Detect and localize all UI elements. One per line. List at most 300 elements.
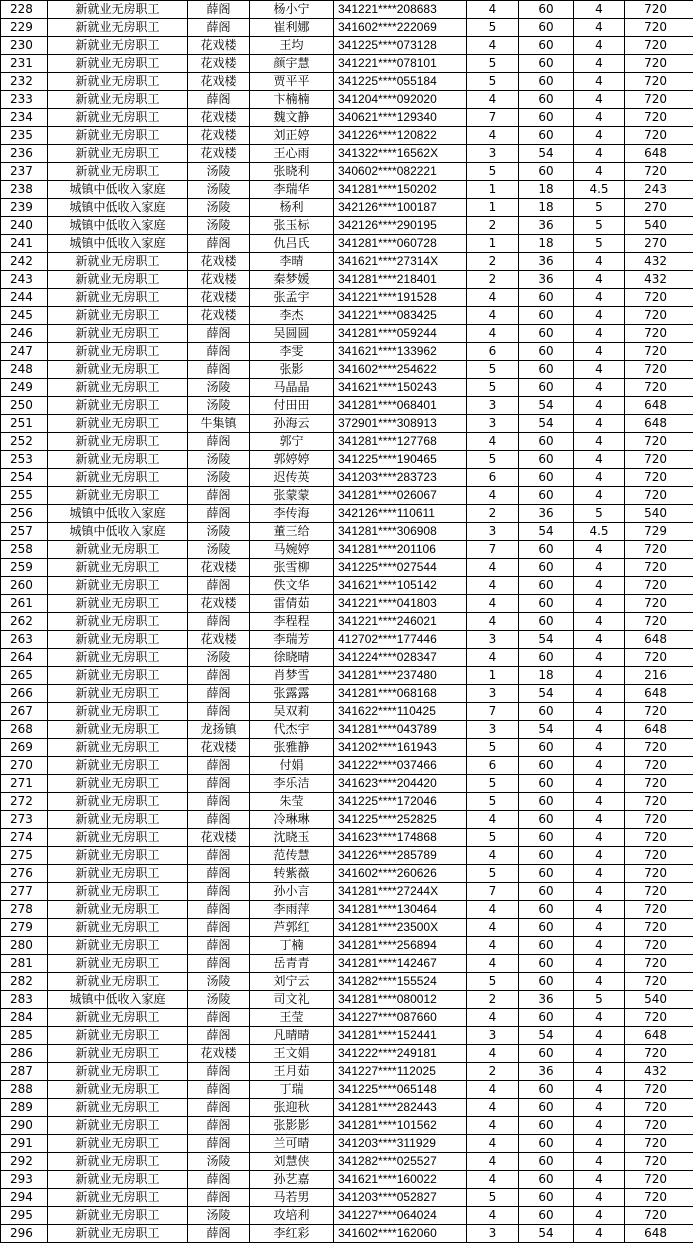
name-cell: 李乐洁 — [250, 775, 334, 793]
standard-cell: 4 — [574, 127, 625, 145]
area-cell: 36 — [519, 505, 574, 523]
subsidy-amount-cell: 648 — [625, 721, 693, 739]
id-number-cell: 341222****037466 — [334, 757, 467, 775]
subsidy-amount-cell: 432 — [625, 253, 693, 271]
id-number-cell: 341225****172046 — [334, 793, 467, 811]
household-size-cell: 4 — [467, 1, 519, 19]
table-row — [1, 163, 693, 181]
id-number-cell: 341225****065148 — [334, 1081, 467, 1099]
subsidy-amount-cell: 720 — [625, 1009, 693, 1027]
area-cell: 60 — [519, 829, 574, 847]
name-cell: 马晶晶 — [250, 379, 334, 397]
household-size-cell: 5 — [467, 739, 519, 757]
table-row — [1, 739, 693, 757]
household-size-cell: 7 — [467, 883, 519, 901]
serial-number-cell: 244 — [1, 289, 48, 307]
household-type-cell: 新就业无房职工 — [48, 127, 188, 145]
area-cell: 54 — [519, 415, 574, 433]
subsidy-amount-cell: 720 — [625, 127, 693, 145]
household-size-cell: 3 — [467, 721, 519, 739]
household-size-cell: 5 — [467, 163, 519, 181]
district-cell: 薛阁 — [188, 613, 250, 631]
subsidy-amount-cell: 540 — [625, 991, 693, 1009]
household-type-cell: 新就业无房职工 — [48, 739, 188, 757]
table-row — [1, 307, 693, 325]
id-number-cell: 341281****080012 — [334, 991, 467, 1009]
household-size-cell: 4 — [467, 919, 519, 937]
district-cell: 花戏楼 — [188, 739, 250, 757]
area-cell: 36 — [519, 1063, 574, 1081]
standard-cell: 4 — [574, 973, 625, 991]
area-cell: 60 — [519, 1207, 574, 1225]
table-row — [1, 577, 693, 595]
name-cell: 芦郭红 — [250, 919, 334, 937]
id-number-cell: 341224****028347 — [334, 649, 467, 667]
table-row — [1, 415, 693, 433]
household-type-cell: 新就业无房职工 — [48, 649, 188, 667]
district-cell: 汤陵 — [188, 163, 250, 181]
subsidy-amount-cell: 648 — [625, 1225, 693, 1243]
household-type-cell: 新就业无房职工 — [48, 55, 188, 73]
name-cell: 徐晓晴 — [250, 649, 334, 667]
household-size-cell: 4 — [467, 91, 519, 109]
area-cell: 60 — [519, 739, 574, 757]
table-row — [1, 703, 693, 721]
id-number-cell: 341281****130464 — [334, 901, 467, 919]
household-size-cell: 5 — [467, 361, 519, 379]
id-number-cell: 341203****052827 — [334, 1189, 467, 1207]
standard-cell: 4 — [574, 163, 625, 181]
standard-cell: 4 — [574, 793, 625, 811]
district-cell: 薛阁 — [188, 325, 250, 343]
district-cell: 薛阁 — [188, 1099, 250, 1117]
name-cell: 杨利 — [250, 199, 334, 217]
id-number-cell: 342126****110611 — [334, 505, 467, 523]
id-number-cell: 341226****285789 — [334, 847, 467, 865]
subsidy-amount-cell: 540 — [625, 505, 693, 523]
area-cell: 60 — [519, 847, 574, 865]
area-cell: 36 — [519, 253, 574, 271]
household-size-cell: 4 — [467, 1207, 519, 1225]
table-row — [1, 217, 693, 235]
table-row — [1, 937, 693, 955]
serial-number-cell: 261 — [1, 595, 48, 613]
name-cell: 沈晓玉 — [250, 829, 334, 847]
name-cell: 攻培利 — [250, 1207, 334, 1225]
subsidy-amount-cell: 720 — [625, 793, 693, 811]
district-cell: 薛阁 — [188, 901, 250, 919]
district-cell: 花戏楼 — [188, 145, 250, 163]
serial-number-cell: 279 — [1, 919, 48, 937]
area-cell: 60 — [519, 1117, 574, 1135]
serial-number-cell: 266 — [1, 685, 48, 703]
household-size-cell: 4 — [467, 433, 519, 451]
name-cell: 王莹 — [250, 1009, 334, 1027]
household-type-cell: 新就业无房职工 — [48, 865, 188, 883]
household-type-cell: 新就业无房职工 — [48, 955, 188, 973]
area-cell: 60 — [519, 19, 574, 37]
serial-number-cell: 242 — [1, 253, 48, 271]
area-cell: 18 — [519, 199, 574, 217]
name-cell: 李雨萍 — [250, 901, 334, 919]
area-cell: 60 — [519, 955, 574, 973]
id-number-cell: 341281****043789 — [334, 721, 467, 739]
household-size-cell: 4 — [467, 487, 519, 505]
household-type-cell: 新就业无房职工 — [48, 721, 188, 739]
name-cell: 王均 — [250, 37, 334, 55]
standard-cell: 4 — [574, 667, 625, 685]
household-size-cell: 6 — [467, 343, 519, 361]
subsidy-amount-cell: 720 — [625, 901, 693, 919]
district-cell: 薛阁 — [188, 883, 250, 901]
household-type-cell: 新就业无房职工 — [48, 919, 188, 937]
household-size-cell: 5 — [467, 865, 519, 883]
standard-cell: 4 — [574, 487, 625, 505]
household-size-cell: 3 — [467, 631, 519, 649]
household-size-cell: 2 — [467, 253, 519, 271]
name-cell: 贾平平 — [250, 73, 334, 91]
household-type-cell: 新就业无房职工 — [48, 1207, 188, 1225]
area-cell: 60 — [519, 1099, 574, 1117]
id-number-cell: 341281****150202 — [334, 181, 467, 199]
standard-cell: 5 — [574, 235, 625, 253]
id-number-cell: 341281****101562 — [334, 1117, 467, 1135]
household-type-cell: 新就业无房职工 — [48, 487, 188, 505]
id-number-cell: 341227****112025 — [334, 1063, 467, 1081]
id-number-cell: 341621****27314X — [334, 253, 467, 271]
standard-cell: 4 — [574, 811, 625, 829]
subsidy-amount-cell: 720 — [625, 55, 693, 73]
area-cell: 60 — [519, 775, 574, 793]
household-size-cell: 1 — [467, 181, 519, 199]
household-size-cell: 4 — [467, 325, 519, 343]
household-size-cell: 4 — [467, 649, 519, 667]
area-cell: 60 — [519, 325, 574, 343]
serial-number-cell: 296 — [1, 1225, 48, 1243]
serial-number-cell: 238 — [1, 181, 48, 199]
serial-number-cell: 235 — [1, 127, 48, 145]
standard-cell: 4 — [574, 145, 625, 163]
household-type-cell: 新就业无房职工 — [48, 631, 188, 649]
household-type-cell: 新就业无房职工 — [48, 469, 188, 487]
id-number-cell: 341622****110425 — [334, 703, 467, 721]
id-number-cell: 340621****129340 — [334, 109, 467, 127]
id-number-cell: 341281****218401 — [334, 271, 467, 289]
district-cell: 薛阁 — [188, 685, 250, 703]
household-size-cell: 6 — [467, 757, 519, 775]
area-cell: 60 — [519, 1189, 574, 1207]
name-cell: 兰可晴 — [250, 1135, 334, 1153]
standard-cell: 4 — [574, 613, 625, 631]
table-row — [1, 613, 693, 631]
id-number-cell: 341221****191528 — [334, 289, 467, 307]
name-cell: 凡晴晴 — [250, 1027, 334, 1045]
household-size-cell: 4 — [467, 613, 519, 631]
serial-number-cell: 258 — [1, 541, 48, 559]
serial-number-cell: 270 — [1, 757, 48, 775]
subsidy-amount-cell: 720 — [625, 595, 693, 613]
household-size-cell: 4 — [467, 127, 519, 145]
household-type-cell: 新就业无房职工 — [48, 37, 188, 55]
standard-cell: 4 — [574, 397, 625, 415]
standard-cell: 4 — [574, 1045, 625, 1063]
name-cell: 李雯 — [250, 343, 334, 361]
standard-cell: 4 — [574, 469, 625, 487]
district-cell: 薛阁 — [188, 1117, 250, 1135]
district-cell: 汤陵 — [188, 181, 250, 199]
id-number-cell: 341281****282443 — [334, 1099, 467, 1117]
standard-cell: 4 — [574, 19, 625, 37]
household-type-cell: 新就业无房职工 — [48, 1009, 188, 1027]
name-cell: 王月茹 — [250, 1063, 334, 1081]
table-row — [1, 1081, 693, 1099]
name-cell: 张雪柳 — [250, 559, 334, 577]
serial-number-cell: 277 — [1, 883, 48, 901]
table-row — [1, 883, 693, 901]
area-cell: 60 — [519, 901, 574, 919]
serial-number-cell: 246 — [1, 325, 48, 343]
serial-number-cell: 247 — [1, 343, 48, 361]
table-row — [1, 631, 693, 649]
subsidy-amount-cell: 720 — [625, 451, 693, 469]
district-cell: 薛阁 — [188, 487, 250, 505]
district-cell: 汤陵 — [188, 1153, 250, 1171]
table-row — [1, 1009, 693, 1027]
subsidy-amount-cell: 720 — [625, 1045, 693, 1063]
district-cell: 薛阁 — [188, 865, 250, 883]
subsidy-amount-cell: 720 — [625, 1189, 693, 1207]
household-type-cell: 新就业无房职工 — [48, 847, 188, 865]
standard-cell: 4 — [574, 703, 625, 721]
id-number-cell: 341281****256894 — [334, 937, 467, 955]
serial-number-cell: 268 — [1, 721, 48, 739]
area-cell: 54 — [519, 523, 574, 541]
table-row — [1, 1171, 693, 1189]
name-cell: 刘正婷 — [250, 127, 334, 145]
name-cell: 李程程 — [250, 613, 334, 631]
name-cell: 李传海 — [250, 505, 334, 523]
serial-number-cell: 291 — [1, 1135, 48, 1153]
area-cell: 54 — [519, 1027, 574, 1045]
table-row — [1, 19, 693, 37]
standard-cell: 4 — [574, 1135, 625, 1153]
area-cell: 54 — [519, 631, 574, 649]
name-cell: 秦梦媛 — [250, 271, 334, 289]
name-cell: 吴圆圆 — [250, 325, 334, 343]
standard-cell: 4 — [574, 775, 625, 793]
serial-number-cell: 237 — [1, 163, 48, 181]
district-cell: 薛阁 — [188, 505, 250, 523]
household-size-cell: 5 — [467, 973, 519, 991]
serial-number-cell: 228 — [1, 1, 48, 19]
id-number-cell: 341281****059244 — [334, 325, 467, 343]
subsidy-amount-cell: 720 — [625, 307, 693, 325]
id-number-cell: 341281****27244X — [334, 883, 467, 901]
id-number-cell: 341281****026067 — [334, 487, 467, 505]
household-size-cell: 4 — [467, 1099, 519, 1117]
area-cell: 18 — [519, 667, 574, 685]
household-size-cell: 2 — [467, 991, 519, 1009]
subsidy-amount-cell: 720 — [625, 1099, 693, 1117]
standard-cell: 4 — [574, 649, 625, 667]
id-number-cell: 341322****16562X — [334, 145, 467, 163]
serial-number-cell: 232 — [1, 73, 48, 91]
serial-number-cell: 263 — [1, 631, 48, 649]
household-type-cell: 新就业无房职工 — [48, 829, 188, 847]
standard-cell: 4 — [574, 343, 625, 361]
standard-cell: 4 — [574, 595, 625, 613]
subsidy-amount-cell: 270 — [625, 235, 693, 253]
name-cell: 刘慧侠 — [250, 1153, 334, 1171]
household-type-cell: 新就业无房职工 — [48, 973, 188, 991]
standard-cell: 4 — [574, 559, 625, 577]
area-cell: 60 — [519, 469, 574, 487]
household-size-cell: 2 — [467, 1063, 519, 1081]
name-cell: 张影影 — [250, 1117, 334, 1135]
district-cell: 花戏楼 — [188, 37, 250, 55]
household-size-cell: 4 — [467, 289, 519, 307]
household-size-cell: 4 — [467, 955, 519, 973]
name-cell: 孙海云 — [250, 415, 334, 433]
standard-cell: 4 — [574, 37, 625, 55]
table-row — [1, 469, 693, 487]
table-row — [1, 235, 693, 253]
subsidy-amount-cell: 720 — [625, 847, 693, 865]
id-number-cell: 341621****150243 — [334, 379, 467, 397]
household-type-cell: 新就业无房职工 — [48, 937, 188, 955]
table-row — [1, 1207, 693, 1225]
id-number-cell: 341282****025527 — [334, 1153, 467, 1171]
serial-number-cell: 230 — [1, 37, 48, 55]
table-row — [1, 1, 693, 19]
subsidy-amount-cell: 720 — [625, 811, 693, 829]
name-cell: 张迎秋 — [250, 1099, 334, 1117]
household-size-cell: 5 — [467, 793, 519, 811]
serial-number-cell: 276 — [1, 865, 48, 883]
subsidy-amount-cell: 243 — [625, 181, 693, 199]
district-cell: 薛阁 — [188, 703, 250, 721]
name-cell: 张蒙蒙 — [250, 487, 334, 505]
subsidy-amount-cell: 720 — [625, 865, 693, 883]
standard-cell: 4 — [574, 901, 625, 919]
district-cell: 薛阁 — [188, 1, 250, 19]
area-cell: 36 — [519, 991, 574, 1009]
household-size-cell: 1 — [467, 235, 519, 253]
household-size-cell: 4 — [467, 559, 519, 577]
standard-cell: 4 — [574, 865, 625, 883]
district-cell: 薛阁 — [188, 433, 250, 451]
household-type-cell: 新就业无房职工 — [48, 613, 188, 631]
table-row — [1, 253, 693, 271]
subsidy-amount-cell: 720 — [625, 955, 693, 973]
serial-number-cell: 285 — [1, 1027, 48, 1045]
id-number-cell: 341623****204420 — [334, 775, 467, 793]
name-cell: 孙艺嘉 — [250, 1171, 334, 1189]
area-cell: 60 — [519, 433, 574, 451]
standard-cell: 4 — [574, 1027, 625, 1045]
table-row — [1, 811, 693, 829]
id-number-cell: 412702****177446 — [334, 631, 467, 649]
serial-number-cell: 284 — [1, 1009, 48, 1027]
household-type-cell: 新就业无房职工 — [48, 1045, 188, 1063]
household-type-cell: 新就业无房职工 — [48, 811, 188, 829]
district-cell: 花戏楼 — [188, 109, 250, 127]
name-cell: 李晴 — [250, 253, 334, 271]
household-type-cell: 新就业无房职工 — [48, 343, 188, 361]
district-cell: 花戏楼 — [188, 127, 250, 145]
subsidy-amount-cell: 720 — [625, 1207, 693, 1225]
standard-cell: 5 — [574, 217, 625, 235]
household-size-cell: 5 — [467, 829, 519, 847]
standard-cell: 4 — [574, 361, 625, 379]
id-number-cell: 341221****078101 — [334, 55, 467, 73]
household-type-cell: 新就业无房职工 — [48, 307, 188, 325]
area-cell: 54 — [519, 1225, 574, 1243]
name-cell: 丁瑞 — [250, 1081, 334, 1099]
area-cell: 60 — [519, 1045, 574, 1063]
district-cell: 薛阁 — [188, 1135, 250, 1153]
household-size-cell: 5 — [467, 775, 519, 793]
household-type-cell: 新就业无房职工 — [48, 379, 188, 397]
serial-number-cell: 275 — [1, 847, 48, 865]
subsidy-amount-cell: 648 — [625, 631, 693, 649]
area-cell: 60 — [519, 595, 574, 613]
id-number-cell: 341225****055184 — [334, 73, 467, 91]
name-cell: 张玉标 — [250, 217, 334, 235]
subsidy-amount-cell: 729 — [625, 523, 693, 541]
standard-cell: 4 — [574, 451, 625, 469]
household-size-cell: 6 — [467, 469, 519, 487]
serial-number-cell: 294 — [1, 1189, 48, 1207]
subsidy-amount-cell: 720 — [625, 19, 693, 37]
table-row — [1, 1117, 693, 1135]
district-cell: 薛阁 — [188, 1189, 250, 1207]
district-cell: 薛阁 — [188, 793, 250, 811]
serial-number-cell: 248 — [1, 361, 48, 379]
household-type-cell: 新就业无房职工 — [48, 325, 188, 343]
household-size-cell: 2 — [467, 271, 519, 289]
table-row — [1, 127, 693, 145]
id-number-cell: 341281****127768 — [334, 433, 467, 451]
standard-cell: 4 — [574, 1189, 625, 1207]
subsidy-amount-cell: 648 — [625, 1027, 693, 1045]
serial-number-cell: 241 — [1, 235, 48, 253]
serial-number-cell: 240 — [1, 217, 48, 235]
serial-number-cell: 252 — [1, 433, 48, 451]
area-cell: 60 — [519, 451, 574, 469]
district-cell: 花戏楼 — [188, 253, 250, 271]
subsidy-amount-cell: 648 — [625, 685, 693, 703]
table-row — [1, 181, 693, 199]
table-row — [1, 667, 693, 685]
table-row — [1, 1135, 693, 1153]
district-cell: 汤陵 — [188, 451, 250, 469]
name-cell: 李瑞芳 — [250, 631, 334, 649]
name-cell: 范传慧 — [250, 847, 334, 865]
name-cell: 马婉婷 — [250, 541, 334, 559]
household-size-cell: 4 — [467, 847, 519, 865]
serial-number-cell: 269 — [1, 739, 48, 757]
household-size-cell: 3 — [467, 1027, 519, 1045]
name-cell: 张露露 — [250, 685, 334, 703]
district-cell: 薛阁 — [188, 577, 250, 595]
area-cell: 60 — [519, 1081, 574, 1099]
standard-cell: 4 — [574, 289, 625, 307]
district-cell: 牛集镇 — [188, 415, 250, 433]
district-cell: 薛阁 — [188, 1063, 250, 1081]
serial-number-cell: 286 — [1, 1045, 48, 1063]
household-size-cell: 4 — [467, 1171, 519, 1189]
